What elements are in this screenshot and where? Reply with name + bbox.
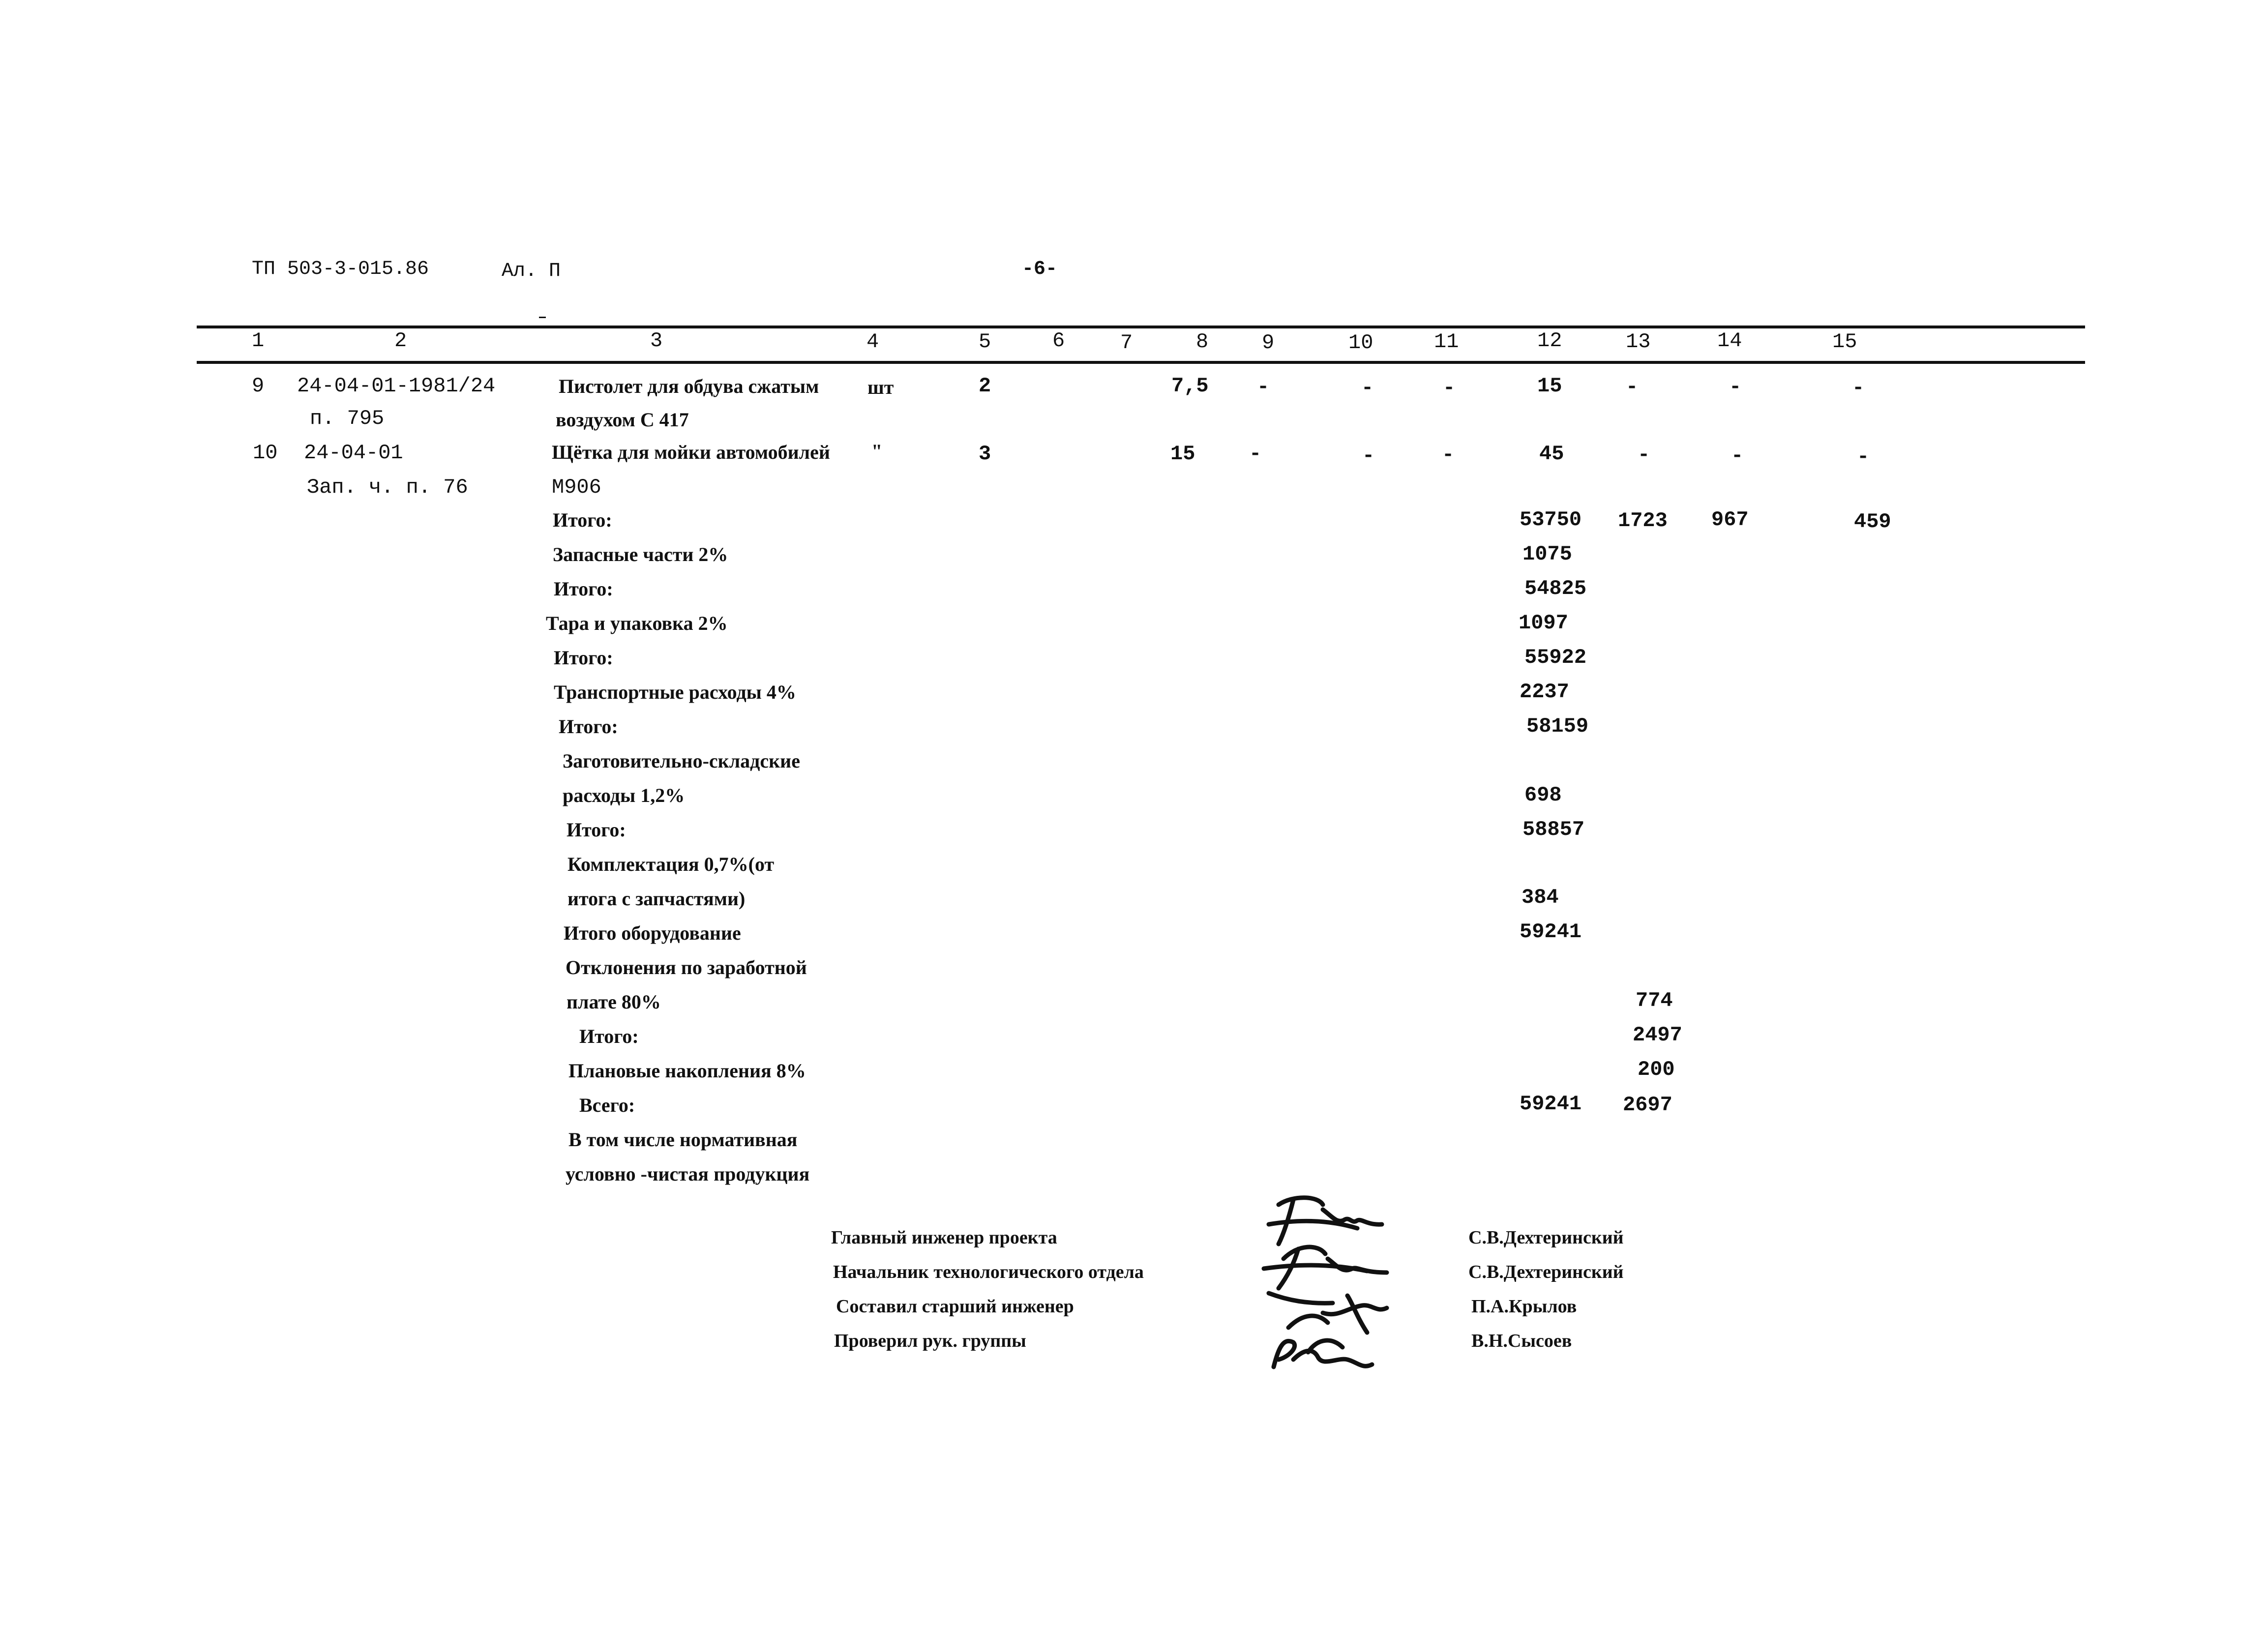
table-top-rule (197, 326, 2085, 328)
row-number: 10 (253, 441, 278, 465)
summary-c13: 1723 (1618, 509, 1668, 533)
summary-label: В том числе нормативная (568, 1128, 798, 1151)
column-header: 4 (866, 330, 879, 354)
row-code: 24-04-01-1981/24 (297, 374, 496, 398)
summary-label: Плановые накопления 8% (568, 1060, 806, 1082)
row-unit: " (871, 440, 883, 462)
summary-label: Итого: (559, 715, 618, 738)
signature-name: С.В.Дехтеринский (1468, 1227, 1624, 1248)
column-header: 7 (1120, 331, 1133, 355)
row-code-sub: Зап. ч. п. 76 (307, 475, 468, 499)
cell-c5: 3 (979, 442, 991, 466)
summary-c12: 2237 (1520, 680, 1569, 704)
cell-c10: - (1362, 444, 1375, 468)
signature-role: Начальник технологического отдела (833, 1262, 1144, 1282)
signature-role: Главный инженер проекта (831, 1227, 1057, 1248)
cell-c5: 2 (979, 374, 991, 398)
summary-label: Итого: (553, 509, 612, 531)
summary-label: Итого: (554, 647, 613, 669)
summary-c12: 384 (1522, 886, 1559, 909)
signature-role: Составил старший инженер (836, 1296, 1074, 1317)
summary-c12: 1075 (1522, 542, 1572, 566)
column-header: 6 (1052, 329, 1065, 353)
row-unit: шт (867, 376, 894, 398)
summary-label: Всего: (579, 1094, 635, 1116)
summary-c12: 59241 (1520, 1092, 1582, 1116)
summary-c12: 58159 (1526, 714, 1589, 738)
signature-name: В.Н.Сысоев (1471, 1331, 1572, 1351)
cell-c15: - (1852, 376, 1865, 400)
cell-c15: - (1857, 445, 1870, 469)
summary-label: Тара и упаковка 2% (546, 612, 728, 634)
row-name: Пистолет для обдува сжатым (559, 375, 819, 397)
summary-label: условно -чистая продукция (566, 1163, 810, 1185)
cell-c13: - (1638, 443, 1650, 467)
summary-label: итога с запчастями) (567, 888, 746, 910)
summary-c13: 774 (1636, 989, 1673, 1012)
doc-code: ТП 503-3-015.86 (252, 258, 429, 280)
summary-c15: 459 (1854, 510, 1891, 533)
cell-c9: - (1249, 442, 1262, 466)
summary-c13: 2497 (1633, 1023, 1682, 1047)
summary-c12: 55922 (1524, 646, 1587, 669)
summary-c12: 698 (1524, 783, 1562, 807)
cell-c9: - (1257, 375, 1270, 399)
summary-label: Итого: (554, 578, 613, 600)
column-header: 9 (1262, 331, 1275, 355)
summary-label: Запасные части 2% (553, 543, 728, 565)
table-header-rule (197, 361, 2085, 364)
cell-c10: - (1361, 376, 1374, 400)
summary-label: расходы 1,2% (563, 784, 685, 806)
column-header: 14 (1717, 329, 1742, 353)
signature-role: Проверил рук. группы (834, 1331, 1026, 1351)
summary-label: Отклонения по заработной (566, 956, 807, 978)
column-header: 1 (252, 329, 265, 353)
cell-c13: - (1626, 375, 1639, 399)
column-header: 10 (1348, 331, 1373, 355)
summary-label: Итого: (579, 1025, 639, 1047)
cell-c11: - (1442, 443, 1455, 467)
signature-name: П.А.Крылов (1471, 1296, 1577, 1317)
column-header: 5 (979, 330, 991, 354)
summary-c14: 967 (1711, 508, 1749, 532)
row-name-cont: воздухом С 417 (556, 409, 689, 431)
column-header: 3 (650, 329, 663, 353)
page-number: -6- (1022, 258, 1058, 280)
header-tick (539, 317, 546, 318)
column-header: 13 (1626, 330, 1651, 354)
signature-name: С.В.Дехтеринский (1468, 1262, 1624, 1282)
summary-c12: 1097 (1519, 611, 1568, 635)
cell-c14: - (1731, 444, 1744, 468)
summary-label: Транспортные расходы 4% (554, 681, 796, 703)
row-code: 24-04-01 (304, 441, 403, 465)
summary-label: плате 80% (567, 991, 661, 1013)
cell-c11: - (1443, 376, 1456, 400)
cell-c12: 15 (1537, 374, 1562, 398)
row-number: 9 (252, 374, 265, 398)
cell-c8: 15 (1170, 442, 1195, 466)
summary-label: Итого: (567, 819, 626, 841)
summary-c12: 53750 (1520, 508, 1582, 532)
row-name-cont: М906 (552, 475, 601, 499)
summary-label: Итого оборудование (564, 922, 741, 944)
cell-c12: 45 (1539, 442, 1564, 466)
summary-c13: 200 (1638, 1058, 1675, 1081)
cell-c14: - (1729, 375, 1742, 399)
column-header: 2 (394, 329, 407, 353)
summary-c13: 2697 (1623, 1093, 1672, 1117)
column-header: 12 (1537, 329, 1562, 353)
handwritten-signatures (1259, 1190, 1426, 1377)
column-header: 8 (1196, 330, 1209, 354)
cell-c8: 7,5 (1171, 374, 1209, 398)
summary-c12: 59241 (1520, 920, 1582, 944)
album-label: Ал. П (502, 260, 561, 282)
column-header: 11 (1434, 330, 1459, 354)
row-name: Щётка для мойки автомобилей (552, 441, 830, 463)
summary-label: Заготовительно-складские (563, 750, 800, 772)
summary-label: Комплектация 0,7%(от (567, 853, 775, 875)
summary-c12: 54825 (1524, 577, 1587, 600)
summary-c12: 58857 (1522, 818, 1585, 841)
column-header: 15 (1832, 330, 1857, 354)
row-code-sub: п. 795 (310, 407, 385, 430)
